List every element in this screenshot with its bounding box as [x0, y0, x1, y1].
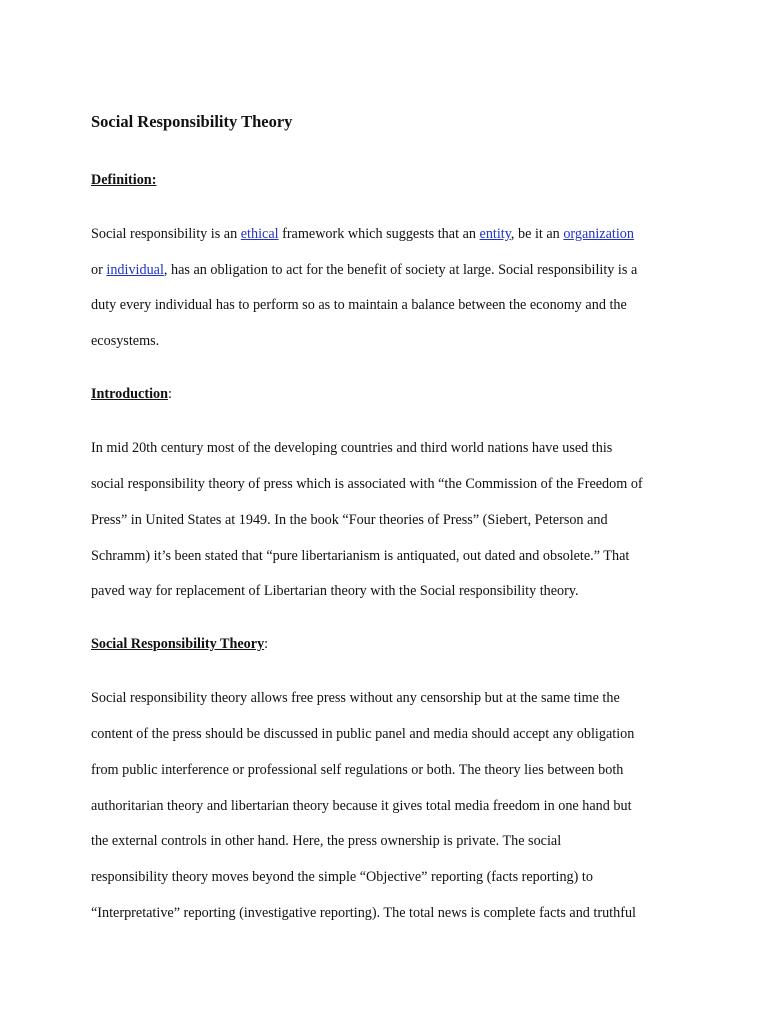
srt-heading: [91, 635, 268, 653]
text-line: Press” in United States at 1949. In the book “Four theories of Press” (Siebert, Peterson and: [91, 512, 608, 528]
text-line: Schramm) it’s been stated that “pure libertarianism is antiquated, out dated and obsolete.” That: [91, 548, 630, 564]
srt-heading-text: Social Responsibility Theory: [91, 636, 265, 652]
text-run: , be it an: [510, 226, 564, 242]
text-line: [91, 261, 637, 279]
text-line: content of the press should be discussed in public panel and media should accept any obligation: [91, 726, 635, 742]
text-line: [91, 225, 634, 243]
link-individual[interactable]: individual: [106, 262, 164, 278]
text-run: Social responsibility is an: [91, 226, 241, 242]
text-line: ecosystems.: [91, 333, 160, 349]
heading-colon: :: [264, 636, 269, 652]
text-line: social responsibility theory of press which is associated with “the Commission of the Freedom of: [91, 476, 643, 492]
text-line: In mid 20th century most of the developing countries and third world nations have used this: [91, 440, 613, 456]
definition-heading: [91, 171, 156, 189]
link-organization[interactable]: organization: [563, 226, 634, 242]
text-line: responsibility theory moves beyond the simple “Objective” reporting (facts reporting) to: [91, 869, 593, 885]
heading-colon: :: [168, 386, 172, 402]
introduction-heading-text: Introduction: [91, 386, 168, 402]
text-line: the external controls in other hand. Here, the press ownership is private. The social: [91, 833, 562, 849]
text-line: from public interference or professional self regulations or both. The theory lies between both: [91, 762, 624, 778]
text-line: “Interpretative” reporting (investigative reporting). The total news is complete facts and truthful: [91, 905, 636, 921]
document-title: Social Responsibility Theory: [91, 112, 293, 131]
introduction-heading: [91, 385, 172, 403]
text-run: , has an obligation to act for the benefit of society at large. Social responsibility is a: [163, 262, 638, 278]
link-entity[interactable]: entity: [479, 226, 511, 242]
link-ethical[interactable]: ethical: [240, 226, 279, 242]
text-run: or: [91, 262, 107, 278]
definition-heading-text: Definition:: [91, 172, 157, 188]
text-run: framework which suggests that an: [278, 226, 480, 242]
text-line: duty every individual has to perform so as to maintain a balance between the economy and the: [91, 297, 627, 313]
text-line: Social responsibility theory allows free press without any censorship but at the same time the: [91, 690, 620, 706]
text-line: paved way for replacement of Libertarian theory with the Social responsibility theory.: [91, 583, 579, 599]
text-line: authoritarian theory and libertarian theory because it gives total media freedom in one hand but: [91, 798, 632, 814]
